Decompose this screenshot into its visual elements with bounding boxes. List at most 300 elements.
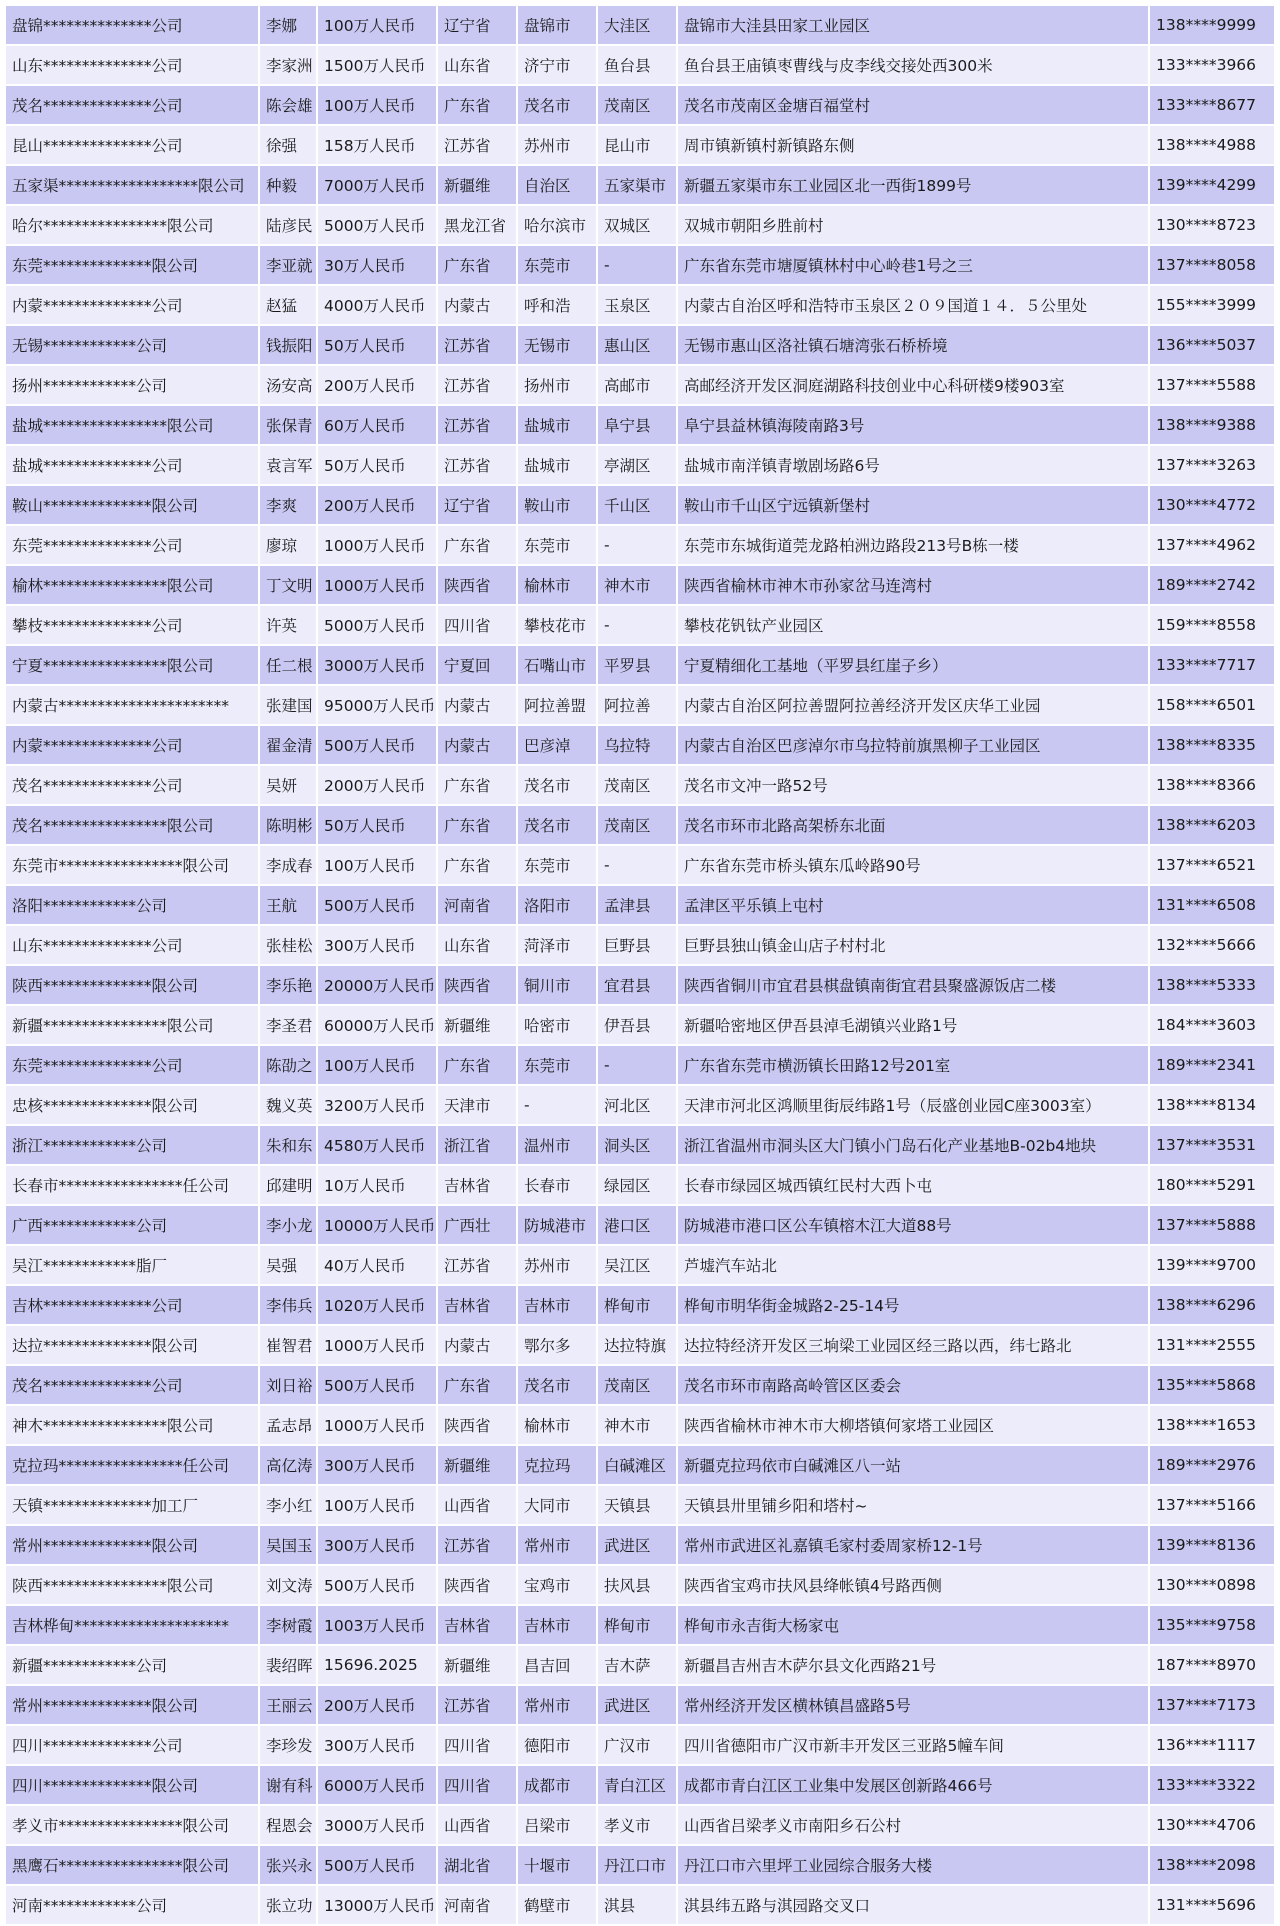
table-row xyxy=(6,606,1274,644)
address-cell: 成都市青白江区工业集中发展区创新路466号 xyxy=(678,1766,1148,1804)
phone-cell: 137****5888 xyxy=(1150,1206,1274,1244)
company-cell: 山东**************公司 xyxy=(6,46,258,84)
capital-cell: 300万人民币 xyxy=(318,1446,436,1484)
district-cell: 昆山市 xyxy=(598,126,676,164)
table-row xyxy=(6,246,1274,284)
company-cell: 黑鹰石****************限公司 xyxy=(6,1846,258,1884)
province-cell: 内蒙古 xyxy=(438,726,516,764)
district-cell: 淇县 xyxy=(598,1886,676,1924)
address-cell: 无锡市惠山区洛社镇石塘湾张石桥桥境 xyxy=(678,326,1148,364)
table-row xyxy=(6,1286,1274,1324)
address-cell: 淇县纬五路与淇园路交叉口 xyxy=(678,1886,1148,1924)
table-row xyxy=(6,1686,1274,1724)
phone-cell: 138****9388 xyxy=(1150,406,1274,444)
table-row xyxy=(6,1726,1274,1764)
contact-cell: 裴绍晖 xyxy=(260,1646,316,1684)
company-cell: 茂名**************公司 xyxy=(6,86,258,124)
city-cell: 榆林市 xyxy=(518,1406,596,1444)
province-cell: 四川省 xyxy=(438,1726,516,1764)
city-cell: 茂名市 xyxy=(518,806,596,844)
city-cell: 昌吉回 xyxy=(518,1646,596,1684)
contact-cell: 吴强 xyxy=(260,1246,316,1284)
address-cell: 常州市武进区礼嘉镇毛家村委周家桥12-1号 xyxy=(678,1526,1148,1564)
table-row xyxy=(6,1446,1274,1484)
district-cell: 广汉市 xyxy=(598,1726,676,1764)
capital-cell: 200万人民币 xyxy=(318,1686,436,1724)
province-cell: 山东省 xyxy=(438,46,516,84)
capital-cell: 4580万人民币 xyxy=(318,1126,436,1164)
district-cell: 双城区 xyxy=(598,206,676,244)
capital-cell: 1020万人民币 xyxy=(318,1286,436,1324)
district-cell: 玉泉区 xyxy=(598,286,676,324)
table-row xyxy=(6,726,1274,764)
province-cell: 江苏省 xyxy=(438,366,516,404)
table-row xyxy=(6,1206,1274,1244)
table-row xyxy=(6,86,1274,124)
contact-cell: 陈明彬 xyxy=(260,806,316,844)
city-cell: 鄂尔多 xyxy=(518,1326,596,1364)
table-row xyxy=(6,486,1274,524)
capital-cell: 60000万人民币 xyxy=(318,1006,436,1044)
contact-cell: 李小龙 xyxy=(260,1206,316,1244)
company-cell: 浙江************公司 xyxy=(6,1126,258,1164)
table-row xyxy=(6,1566,1274,1604)
phone-cell: 189****2341 xyxy=(1150,1046,1274,1084)
company-cell: 陕西**************限公司 xyxy=(6,966,258,1004)
table-row xyxy=(6,1526,1274,1564)
phone-cell: 138****5333 xyxy=(1150,966,1274,1004)
company-cell: 长春市****************任公司 xyxy=(6,1166,258,1204)
capital-cell: 7000万人民币 xyxy=(318,166,436,204)
address-cell: 巨野县独山镇金山店子村村北 xyxy=(678,926,1148,964)
district-cell: 茂南区 xyxy=(598,806,676,844)
phone-cell: 133****3322 xyxy=(1150,1766,1274,1804)
table-row xyxy=(6,1486,1274,1524)
city-cell: 成都市 xyxy=(518,1766,596,1804)
company-cell: 山东**************公司 xyxy=(6,926,258,964)
contact-cell: 李乐艳 xyxy=(260,966,316,1004)
city-cell: 常州市 xyxy=(518,1686,596,1724)
province-cell: 新疆维 xyxy=(438,1446,516,1484)
province-cell: 江苏省 xyxy=(438,406,516,444)
address-cell: 广东省东莞市横沥镇长田路12号201室 xyxy=(678,1046,1148,1084)
phone-cell: 189****2742 xyxy=(1150,566,1274,604)
district-cell: 茂南区 xyxy=(598,766,676,804)
phone-cell: 135****9758 xyxy=(1150,1606,1274,1644)
province-cell: 广西壮 xyxy=(438,1206,516,1244)
table-row xyxy=(6,1766,1274,1804)
capital-cell: 1000万人民币 xyxy=(318,526,436,564)
district-cell: 高邮市 xyxy=(598,366,676,404)
city-cell: 东莞市 xyxy=(518,526,596,564)
table-row xyxy=(6,406,1274,444)
city-cell: 茂名市 xyxy=(518,86,596,124)
contact-cell: 陆彦民 xyxy=(260,206,316,244)
district-cell: - xyxy=(598,606,676,644)
district-cell: 大洼区 xyxy=(598,6,676,44)
phone-cell: 138****8134 xyxy=(1150,1086,1274,1124)
district-cell: 达拉特旗 xyxy=(598,1326,676,1364)
table-row xyxy=(6,926,1274,964)
contact-cell: 刘日裕 xyxy=(260,1366,316,1404)
phone-cell: 132****5666 xyxy=(1150,926,1274,964)
province-cell: 新疆维 xyxy=(438,1006,516,1044)
address-cell: 陕西省榆林市神木市大柳塔镇何家塔工业园区 xyxy=(678,1406,1148,1444)
district-cell: 平罗县 xyxy=(598,646,676,684)
company-cell: 东莞**************公司 xyxy=(6,526,258,564)
company-cell: 常州**************限公司 xyxy=(6,1526,258,1564)
table-row xyxy=(6,46,1274,84)
district-cell: 绿园区 xyxy=(598,1166,676,1204)
city-cell: 东莞市 xyxy=(518,846,596,884)
address-cell: 宁夏精细化工基地（平罗县红崖子乡） xyxy=(678,646,1148,684)
table-row xyxy=(6,1246,1274,1284)
company-cell: 吴江************脂厂 xyxy=(6,1246,258,1284)
address-cell: 茂名市茂南区金塘百福堂村 xyxy=(678,86,1148,124)
province-cell: 陕西省 xyxy=(438,1406,516,1444)
capital-cell: 40万人民币 xyxy=(318,1246,436,1284)
table-row xyxy=(6,366,1274,404)
contact-cell: 李家洲 xyxy=(260,46,316,84)
capital-cell: 300万人民币 xyxy=(318,926,436,964)
company-cell: 洛阳************公司 xyxy=(6,886,258,924)
contact-cell: 孟志昂 xyxy=(260,1406,316,1444)
company-cell: 天镇**************加工厂 xyxy=(6,1486,258,1524)
contact-cell: 张桂松 xyxy=(260,926,316,964)
table-row xyxy=(6,1646,1274,1684)
city-cell: 盐城市 xyxy=(518,446,596,484)
phone-cell: 131****2555 xyxy=(1150,1326,1274,1364)
contact-cell: 许英 xyxy=(260,606,316,644)
address-cell: 山西省吕梁孝义市南阳乡石公村 xyxy=(678,1806,1148,1844)
phone-cell: 138****4988 xyxy=(1150,126,1274,164)
company-cell: 盐城****************限公司 xyxy=(6,406,258,444)
phone-cell: 189****2976 xyxy=(1150,1446,1274,1484)
address-cell: 陕西省榆林市神木市孙家岔马连湾村 xyxy=(678,566,1148,604)
table-row xyxy=(6,166,1274,204)
city-cell: 哈尔滨市 xyxy=(518,206,596,244)
province-cell: 广东省 xyxy=(438,526,516,564)
phone-cell: 180****5291 xyxy=(1150,1166,1274,1204)
phone-cell: 133****7717 xyxy=(1150,646,1274,684)
city-cell: 哈密市 xyxy=(518,1006,596,1044)
district-cell: 乌拉特 xyxy=(598,726,676,764)
company-cell: 新疆****************限公司 xyxy=(6,1006,258,1044)
capital-cell: 5000万人民币 xyxy=(318,606,436,644)
district-cell: 武进区 xyxy=(598,1686,676,1724)
phone-cell: 136****5037 xyxy=(1150,326,1274,364)
phone-cell: 139****4299 xyxy=(1150,166,1274,204)
contact-cell: 李伟兵 xyxy=(260,1286,316,1324)
province-cell: 江苏省 xyxy=(438,1686,516,1724)
company-cell: 哈尔****************限公司 xyxy=(6,206,258,244)
province-cell: 新疆维 xyxy=(438,1646,516,1684)
company-cell: 孝义市****************限公司 xyxy=(6,1806,258,1844)
table-row xyxy=(6,1806,1274,1844)
table-row xyxy=(6,686,1274,724)
capital-cell: 10万人民币 xyxy=(318,1166,436,1204)
district-cell: 武进区 xyxy=(598,1526,676,1564)
district-cell: 千山区 xyxy=(598,486,676,524)
district-cell: 扶风县 xyxy=(598,1566,676,1604)
district-cell: 桦甸市 xyxy=(598,1286,676,1324)
capital-cell: 300万人民币 xyxy=(318,1526,436,1564)
district-cell: - xyxy=(598,526,676,564)
district-cell: 亭湖区 xyxy=(598,446,676,484)
company-cell: 昆山**************公司 xyxy=(6,126,258,164)
city-cell: 扬州市 xyxy=(518,366,596,404)
phone-cell: 133****8677 xyxy=(1150,86,1274,124)
city-cell: 茂名市 xyxy=(518,1366,596,1404)
company-cell: 榆林****************限公司 xyxy=(6,566,258,604)
capital-cell: 1500万人民币 xyxy=(318,46,436,84)
capital-cell: 15696.2025 xyxy=(318,1646,436,1684)
capital-cell: 100万人民币 xyxy=(318,86,436,124)
contact-cell: 陈劭之 xyxy=(260,1046,316,1084)
phone-cell: 137****6521 xyxy=(1150,846,1274,884)
province-cell: 山东省 xyxy=(438,926,516,964)
capital-cell: 500万人民币 xyxy=(318,1566,436,1604)
phone-cell: 158****6501 xyxy=(1150,686,1274,724)
city-cell: 巴彦淖 xyxy=(518,726,596,764)
phone-cell: 137****4962 xyxy=(1150,526,1274,564)
contact-cell: 李娜 xyxy=(260,6,316,44)
contact-cell: 李成春 xyxy=(260,846,316,884)
district-cell: 天镇县 xyxy=(598,1486,676,1524)
address-cell: 鱼台县王庙镇枣曹线与皮李线交接处西300米 xyxy=(678,46,1148,84)
district-cell: 吉木萨 xyxy=(598,1646,676,1684)
contact-cell: 王航 xyxy=(260,886,316,924)
province-cell: 四川省 xyxy=(438,606,516,644)
province-cell: 辽宁省 xyxy=(438,486,516,524)
address-cell: 四川省德阳市广汉市新丰开发区三亚路5幢车间 xyxy=(678,1726,1148,1764)
capital-cell: 1003万人民币 xyxy=(318,1606,436,1644)
capital-cell: 200万人民币 xyxy=(318,366,436,404)
company-cell: 攀枝**************公司 xyxy=(6,606,258,644)
contact-cell: 王丽云 xyxy=(260,1686,316,1724)
city-cell: 吉林市 xyxy=(518,1606,596,1644)
address-cell: 高邮经济开发区洞庭湖路科技创业中心科研楼9楼903室 xyxy=(678,366,1148,404)
province-cell: 黑龙江省 xyxy=(438,206,516,244)
address-cell: 内蒙古自治区阿拉善盟阿拉善经济开发区庆华工业园 xyxy=(678,686,1148,724)
district-cell: 伊吾县 xyxy=(598,1006,676,1044)
address-cell: 孟津区平乐镇上屯村 xyxy=(678,886,1148,924)
city-cell: 东莞市 xyxy=(518,1046,596,1084)
contact-cell: 种毅 xyxy=(260,166,316,204)
district-cell: 茂南区 xyxy=(598,86,676,124)
phone-cell: 138****9999 xyxy=(1150,6,1274,44)
province-cell: 广东省 xyxy=(438,246,516,284)
table-row xyxy=(6,1166,1274,1204)
contact-cell: 吴国玉 xyxy=(260,1526,316,1564)
phone-cell: 138****6203 xyxy=(1150,806,1274,844)
district-cell: 惠山区 xyxy=(598,326,676,364)
city-cell: 防城港市 xyxy=(518,1206,596,1244)
province-cell: 四川省 xyxy=(438,1766,516,1804)
company-cell: 茂名**************公司 xyxy=(6,1366,258,1404)
city-cell: 盐城市 xyxy=(518,406,596,444)
contact-cell: 刘文涛 xyxy=(260,1566,316,1604)
table-row xyxy=(6,966,1274,1004)
contact-cell: 李小红 xyxy=(260,1486,316,1524)
company-cell: 常州**************限公司 xyxy=(6,1686,258,1724)
phone-cell: 138****6296 xyxy=(1150,1286,1274,1324)
capital-cell: 2000万人民币 xyxy=(318,766,436,804)
province-cell: 山西省 xyxy=(438,1806,516,1844)
contact-cell: 翟金清 xyxy=(260,726,316,764)
table-row xyxy=(6,126,1274,164)
company-cell: 东莞市****************限公司 xyxy=(6,846,258,884)
address-cell: 新疆昌吉州吉木萨尔县文化西路21号 xyxy=(678,1646,1148,1684)
phone-cell: 159****8558 xyxy=(1150,606,1274,644)
company-cell: 神木****************限公司 xyxy=(6,1406,258,1444)
address-cell: 新疆哈密地区伊吾县淖毛湖镇兴业路1号 xyxy=(678,1006,1148,1044)
table-row xyxy=(6,1366,1274,1404)
company-cell: 鞍山**************限公司 xyxy=(6,486,258,524)
province-cell: 广东省 xyxy=(438,806,516,844)
province-cell: 内蒙古 xyxy=(438,286,516,324)
phone-cell: 137****5588 xyxy=(1150,366,1274,404)
address-cell: 新疆克拉玛依市白碱滩区八一站 xyxy=(678,1446,1148,1484)
province-cell: 辽宁省 xyxy=(438,6,516,44)
company-cell: 忠核**************限公司 xyxy=(6,1086,258,1124)
company-cell: 东莞**************公司 xyxy=(6,1046,258,1084)
province-cell: 广东省 xyxy=(438,766,516,804)
table-row xyxy=(6,1406,1274,1444)
address-cell: 常州经济开发区横林镇昌盛路5号 xyxy=(678,1686,1148,1724)
phone-cell: 184****3603 xyxy=(1150,1006,1274,1044)
phone-cell: 130****8723 xyxy=(1150,206,1274,244)
city-cell: 榆林市 xyxy=(518,566,596,604)
capital-cell: 100万人民币 xyxy=(318,846,436,884)
contact-cell: 邱建明 xyxy=(260,1166,316,1204)
province-cell: 内蒙古 xyxy=(438,686,516,724)
phone-cell: 137****7173 xyxy=(1150,1686,1274,1724)
province-cell: 吉林省 xyxy=(438,1286,516,1324)
capital-cell: 50万人民币 xyxy=(318,806,436,844)
address-cell: 长春市绿园区城西镇红民村大西卜屯 xyxy=(678,1166,1148,1204)
table-row xyxy=(6,1326,1274,1364)
phone-cell: 137****8058 xyxy=(1150,246,1274,284)
district-cell: 鱼台县 xyxy=(598,46,676,84)
phone-cell: 139****9700 xyxy=(1150,1246,1274,1284)
address-cell: 茂名市环市南路高岭管区区委会 xyxy=(678,1366,1148,1404)
company-cell: 新疆************公司 xyxy=(6,1646,258,1684)
address-cell: 丹江口市六里坪工业园综合服务大楼 xyxy=(678,1846,1148,1884)
phone-cell: 155****3999 xyxy=(1150,286,1274,324)
company-cell: 四川**************限公司 xyxy=(6,1766,258,1804)
contact-cell: 李珍发 xyxy=(260,1726,316,1764)
capital-cell: 500万人民币 xyxy=(318,726,436,764)
district-cell: - xyxy=(598,846,676,884)
district-cell: 阿拉善 xyxy=(598,686,676,724)
table-row xyxy=(6,886,1274,924)
city-cell: 鹤壁市 xyxy=(518,1886,596,1924)
table-row xyxy=(6,766,1274,804)
district-cell: 吴江区 xyxy=(598,1246,676,1284)
district-cell: 孝义市 xyxy=(598,1806,676,1844)
district-cell: 港口区 xyxy=(598,1206,676,1244)
contact-cell: 廖琼 xyxy=(260,526,316,564)
address-cell: 浙江省温州市洞头区大门镇小门岛石化产业基地B-02b4地块 xyxy=(678,1126,1148,1164)
phone-cell: 137****5166 xyxy=(1150,1486,1274,1524)
company-cell: 克拉玛****************任公司 xyxy=(6,1446,258,1484)
capital-cell: 20000万人民币 xyxy=(318,966,436,1004)
table-row xyxy=(6,1006,1274,1044)
city-cell: 苏州市 xyxy=(518,1246,596,1284)
address-cell: 内蒙古自治区巴彦淖尔市乌拉特前旗黑柳子工业园区 xyxy=(678,726,1148,764)
city-cell: 鞍山市 xyxy=(518,486,596,524)
city-cell: 自治区 xyxy=(518,166,596,204)
province-cell: 广东省 xyxy=(438,1366,516,1404)
city-cell: 济宁市 xyxy=(518,46,596,84)
province-cell: 浙江省 xyxy=(438,1126,516,1164)
table-row xyxy=(6,206,1274,244)
city-cell: 阿拉善盟 xyxy=(518,686,596,724)
address-cell: 攀枝花钒钛产业园区 xyxy=(678,606,1148,644)
address-cell: 鞍山市千山区宁远镇新堡村 xyxy=(678,486,1148,524)
capital-cell: 3000万人民币 xyxy=(318,1806,436,1844)
company-cell: 内蒙**************公司 xyxy=(6,726,258,764)
company-table xyxy=(4,4,1276,1926)
phone-cell: 138****1653 xyxy=(1150,1406,1274,1444)
address-cell: 周市镇新镇村新镇路东侧 xyxy=(678,126,1148,164)
capital-cell: 3200万人民币 xyxy=(318,1086,436,1124)
province-cell: 陕西省 xyxy=(438,966,516,1004)
city-cell: 苏州市 xyxy=(518,126,596,164)
company-cell: 四川**************公司 xyxy=(6,1726,258,1764)
address-cell: 天镇县卅里铺乡阳和塔村~ xyxy=(678,1486,1148,1524)
contact-cell: 李圣君 xyxy=(260,1006,316,1044)
province-cell: 湖北省 xyxy=(438,1846,516,1884)
contact-cell: 高亿涛 xyxy=(260,1446,316,1484)
address-cell: 陕西省宝鸡市扶风县绛帐镇4号路西侧 xyxy=(678,1566,1148,1604)
table-row xyxy=(6,566,1274,604)
table-row xyxy=(6,6,1274,44)
capital-cell: 100万人民币 xyxy=(318,6,436,44)
contact-cell: 吴妍 xyxy=(260,766,316,804)
city-cell: 洛阳市 xyxy=(518,886,596,924)
address-cell: 内蒙古自治区呼和浩特市玉泉区２０９国道１４．５公里处 xyxy=(678,286,1148,324)
phone-cell: 131****6508 xyxy=(1150,886,1274,924)
capital-cell: 100万人民币 xyxy=(318,1046,436,1084)
province-cell: 河南省 xyxy=(438,1886,516,1924)
table-row xyxy=(6,286,1274,324)
phone-cell: 138****2098 xyxy=(1150,1846,1274,1884)
city-cell: 长春市 xyxy=(518,1166,596,1204)
contact-cell: 任二根 xyxy=(260,646,316,684)
company-cell: 陕西****************限公司 xyxy=(6,1566,258,1604)
phone-cell: 137****3531 xyxy=(1150,1126,1274,1164)
city-cell: 无锡市 xyxy=(518,326,596,364)
district-cell: 丹江口市 xyxy=(598,1846,676,1884)
district-cell: 阜宁县 xyxy=(598,406,676,444)
capital-cell: 95000万人民币 xyxy=(318,686,436,724)
district-cell: 神木市 xyxy=(598,1406,676,1444)
phone-cell: 133****3966 xyxy=(1150,46,1274,84)
contact-cell: 袁言军 xyxy=(260,446,316,484)
district-cell: 青白江区 xyxy=(598,1766,676,1804)
company-cell: 广西************公司 xyxy=(6,1206,258,1244)
province-cell: 广东省 xyxy=(438,846,516,884)
phone-cell: 139****8136 xyxy=(1150,1526,1274,1564)
district-cell: 五家渠市 xyxy=(598,166,676,204)
table-row xyxy=(6,326,1274,364)
district-cell: 宜君县 xyxy=(598,966,676,1004)
province-cell: 江苏省 xyxy=(438,326,516,364)
district-cell: 河北区 xyxy=(598,1086,676,1124)
contact-cell: 徐强 xyxy=(260,126,316,164)
